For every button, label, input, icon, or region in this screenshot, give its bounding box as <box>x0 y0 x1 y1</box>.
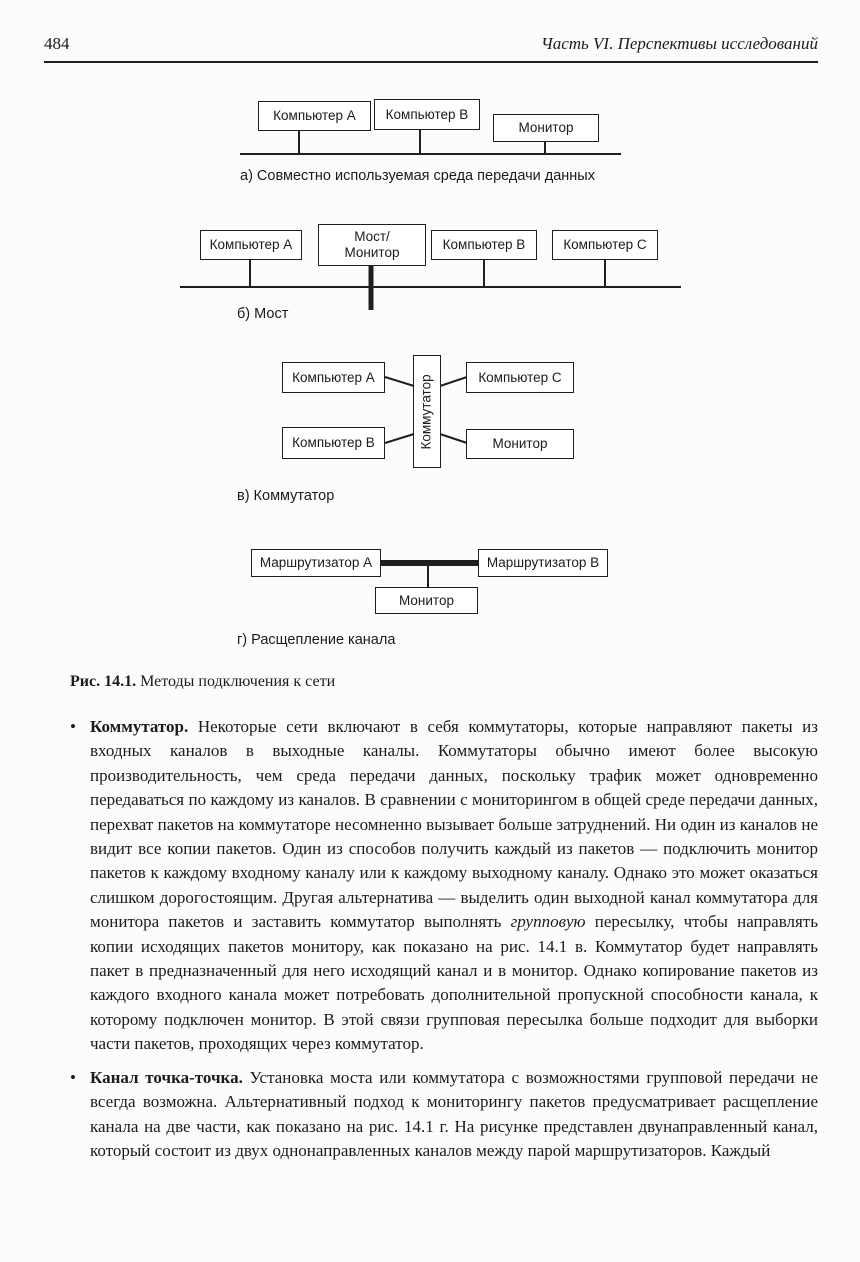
box-computer-c-switch <box>466 362 574 393</box>
caption-diagram-b: б) Мост <box>237 306 289 322</box>
bullet-icon: • <box>70 1067 76 1087</box>
box-label: Компьютер B <box>385 106 469 122</box>
box-label: Компьютер B <box>292 435 375 451</box>
box-computer-b-switch <box>282 427 385 459</box>
figure-caption-label: Рис. 14.1. <box>70 673 137 690</box>
box-label: Компьютер A <box>209 237 293 253</box>
box-router-a <box>251 549 381 577</box>
box-computer-b-shared <box>374 99 480 130</box>
bullet-body: Установка моста или коммутатора с возможностями групповой передачи не всегда возможна. Альтернативный подход к мониторингу пакетов предусматривает расщепление канала на две части, как показано на рис. 14.1 г. На рисунке представлен двунаправленный канал, который состоит из двух однонаправленных каналов между парой маршрутизаторов. Каждый <box>90 1067 818 1160</box>
box-bridge-monitor <box>318 224 426 266</box>
box-label: Компьютер A <box>292 369 375 385</box>
box-computer-a-shared <box>258 101 371 131</box>
box-monitor-shared <box>493 114 599 142</box>
caption-diagram-d: г) Расщепление канала <box>237 632 396 648</box>
list-item <box>44 715 818 1057</box>
box-label: Компьютер A <box>273 108 356 124</box>
box-router-b <box>478 549 608 577</box>
box-label: Маршрутизатор B <box>486 555 600 571</box>
figure-14-1 <box>0 87 860 707</box>
box-label: Монитор <box>518 120 574 136</box>
box-switch <box>413 355 441 468</box>
box-label: Компьютер B <box>442 237 526 253</box>
box-label: Компьютер C <box>478 369 562 385</box>
bullet-list <box>44 715 818 1163</box>
bullet-lead: Коммутатор. <box>90 717 189 736</box>
bullet-body: пересылку, чтобы направлять копии исходящих пакетов монитору, как показано на рис. 14.1 в. Коммутатор будет направлять пакет в предназначенный для него исходящий канал и в монитор. Однако копирование пакетов из каждого входного канала может потребовать дополнительной пропускной способности канала, к которому подключен монитор. В этой связи групповая пересылка больше подходит для выборки части пакетов, проходящих через коммутатор. <box>90 912 818 1054</box>
box-label: Коммутатор <box>419 373 435 450</box>
box-label: Монитор <box>344 245 400 260</box>
box-label: Мост/ <box>354 229 390 245</box>
italic-term: групповую <box>510 912 586 932</box>
box-monitor-split <box>375 587 478 614</box>
bullet-body: Некоторые сети включают в себя коммутаторы, которые направляют пакеты из входных каналов в выходные каналы. Коммутаторы обычно имеют более высокую производительность, чем среда передачи данных, поскольку трафик может одновременно передаваться по каждому из каналов. В сравнении с мониторингом в общей среде передачи данных, перехват пакетов на коммутаторе несомненно вызывает больше затруднений. Ни один из каналов не видит все копии пакетов. Один из способов получить каждый из пакетов — подключить монитор пакетов к каждому входному каналу или к каждому выходному каналу. Однако это может оказаться слишком дорогостоящим. Другая альтернатива — выделить один выходной канал коммутатора для монитора пакетов и заставить коммутатор выполнять <box>90 717 818 932</box>
bullet-text-switch <box>90 715 818 1057</box>
running-title: Часть VI. Перспективы исследований <box>541 34 818 53</box>
box-label: Компьютер C <box>563 237 647 253</box>
bullet-text-point-to-point <box>90 1066 818 1164</box>
box-label: Монитор <box>399 592 454 608</box>
box-computer-c-bridge <box>552 230 658 260</box>
page-header <box>44 0 818 63</box>
box-computer-a-switch <box>282 362 385 393</box>
box-monitor-switch <box>466 429 574 459</box>
figure-caption <box>70 673 335 691</box>
caption-diagram-c: в) Коммутатор <box>237 488 335 504</box>
bullet-icon: • <box>70 717 76 736</box>
box-computer-b-bridge <box>431 230 537 260</box>
figure-caption-text: Методы подключения к сети <box>136 673 336 690</box>
caption-diagram-a: а) Совместно используемая среда передачи данных <box>240 168 595 184</box>
page-number: 484 <box>44 34 70 53</box>
box-computer-a-bridge <box>200 230 302 260</box>
list-item <box>44 1066 818 1164</box>
bullet-lead: Канал точка-точка. <box>90 1067 243 1087</box>
box-label: Маршрутизатор A <box>259 555 373 571</box>
box-label: Монитор <box>492 436 548 452</box>
